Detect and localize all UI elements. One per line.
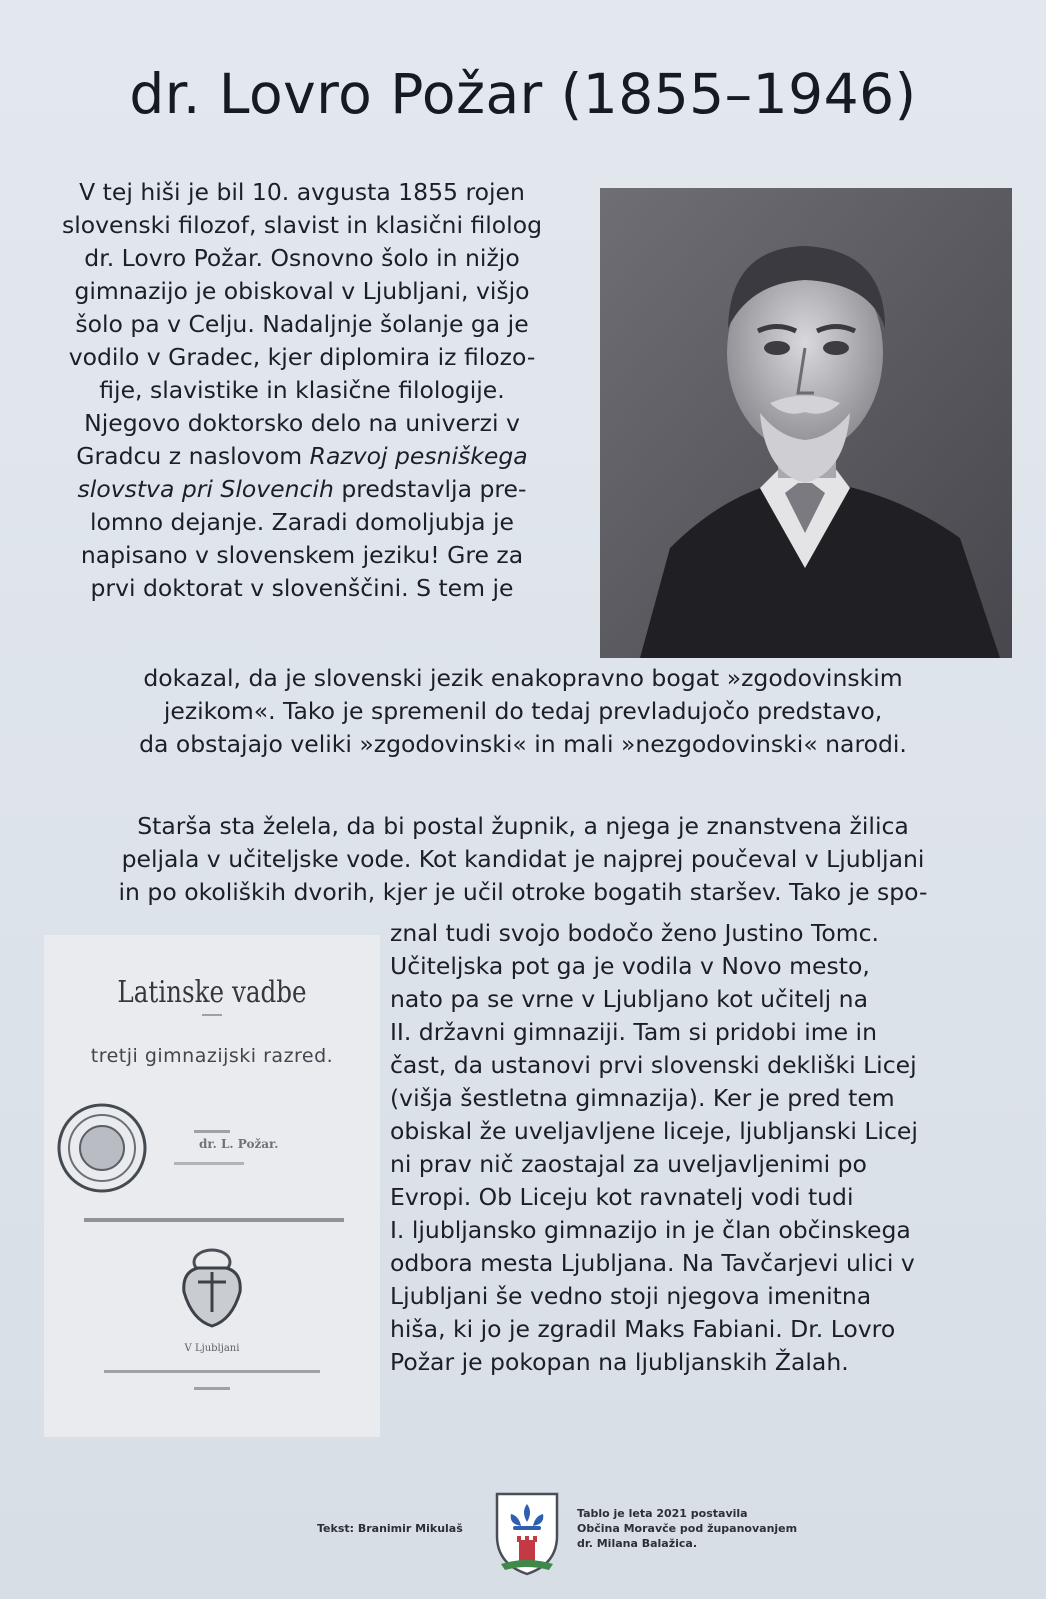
book-cover-decoration xyxy=(44,935,380,1437)
text-segment: Gradcu z naslovom xyxy=(76,442,310,470)
note-line: Tablo je leta 2021 postavila xyxy=(577,1507,748,1520)
plaque-note xyxy=(577,1506,797,1551)
text-line: dokazal, da je slovenski jezik enakopravno bogat »zgodovinskim xyxy=(143,664,903,692)
text-line: Požar je pokopan na ljubljanskih Žalah. xyxy=(390,1348,849,1376)
paragraph-1-full-width xyxy=(40,662,1006,761)
text-line: Učiteljska pot ga je vodila v Novo mesto, xyxy=(390,952,870,980)
text-line: ni prav nič zaostajal za uveljavljenimi po xyxy=(390,1150,867,1178)
text-line: in po okoliških dvorih, kjer je učil otroke bogatih staršev. Tako je spo- xyxy=(118,878,928,906)
page-title: dr. Lovro Požar (1855–1946) xyxy=(129,62,917,126)
text-line: čast, da ustanovi prvi slovenski dekliški Licej xyxy=(390,1051,917,1079)
text-line: prvi doktorat v slovenščini. S tem je xyxy=(90,574,514,602)
paragraph-2-beside-book xyxy=(390,917,1000,1379)
portrait-photo xyxy=(600,188,1012,658)
text-line: slovenski filozof, slavist in klasični filolog xyxy=(62,211,542,239)
text-line: Evropi. Ob Liceju kot ravnatelj vodi tudi xyxy=(390,1183,854,1211)
book-title-italic: Razvoj pesniškega xyxy=(309,442,528,470)
coat-of-arms-icon xyxy=(493,1490,561,1576)
text-line: napisano v slovenskem jeziku! Gre za xyxy=(80,541,524,569)
text-line: odbora mesta Ljubljana. Na Tavčarjevi ulici v xyxy=(390,1249,915,1277)
text-credit: Tekst: Branimir Mikulaš xyxy=(317,1522,463,1535)
text-line xyxy=(18,440,586,473)
note-line: Občina Moravče pod županovanjem xyxy=(577,1522,798,1535)
text-line: da obstajajo veliki »zgodovinski« in mali »nezgodovinski« narodi. xyxy=(139,730,907,758)
paragraph-1-beside-photo xyxy=(18,176,586,605)
text-line: Njegovo doktorsko delo na univerzi v xyxy=(84,409,520,437)
text-line: V tej hiši je bil 10. avgusta 1855 rojen xyxy=(79,178,525,206)
book-cover-author: dr. L. Požar. xyxy=(199,1137,279,1151)
text-line: peljala v učiteljske vode. Kot kandidat je najprej poučeval v Ljubljani xyxy=(121,845,925,873)
text-line: obiskal že uveljavljene liceje, ljubljanski Licej xyxy=(390,1117,918,1145)
portrait-illustration xyxy=(600,188,1012,658)
book-title-italic: slovstva pri Slovencih xyxy=(77,475,334,503)
note-line: dr. Milana Balažica. xyxy=(577,1537,698,1550)
text-line: Ljubljani še vedno stoji njegova imenitna xyxy=(390,1282,872,1310)
text-line: I. ljubljansko gimnazijo in je član občinskega xyxy=(390,1216,911,1244)
text-line: fije, slavistike in klasične filologije. xyxy=(99,376,505,404)
text-line: lomno dejanje. Zaradi domoljubja je xyxy=(90,508,514,536)
book-cover-title: Latinske vadbe xyxy=(117,975,307,1010)
text-line: znal tudi svojo bodočo ženo Justino Tomc. xyxy=(390,919,880,947)
text-line: jezikom«. Tako je spremenil do tedaj prevladujočo predstavo, xyxy=(163,697,883,725)
text-line: gimnazijo je obiskoval v Ljubljani, višjo xyxy=(74,277,530,305)
text-segment: predstavlja pre- xyxy=(333,475,527,503)
book-cover-image xyxy=(44,935,380,1437)
text-line: II. državni gimnaziji. Tam si pridobi ime in xyxy=(390,1018,877,1046)
paragraph-2-full-width xyxy=(40,810,1006,909)
text-line: Starša sta želela, da bi postal župnik, a njega je znanstvena žilica xyxy=(137,812,909,840)
text-line: šolo pa v Celju. Nadaljnje šolanje ga je xyxy=(75,310,529,338)
text-line: (višja šestletna gimnazija). Ker je pred tem xyxy=(390,1084,895,1112)
text-line: dr. Lovro Požar. Osnovno šolo in nižjo xyxy=(84,244,520,272)
text-line: vodilo v Gradec, kjer diplomira iz filozo- xyxy=(68,343,536,371)
text-line xyxy=(18,473,586,506)
text-line: nato pa se vrne v Ljubljano kot učitelj na xyxy=(390,985,868,1013)
text-line: hiša, ki jo je zgradil Maks Fabiani. Dr. Lovro xyxy=(390,1315,896,1343)
book-cover-subtitle: tretji gimnazijski razred. xyxy=(90,1045,334,1067)
book-cover-place: V Ljubljani xyxy=(184,1343,240,1354)
